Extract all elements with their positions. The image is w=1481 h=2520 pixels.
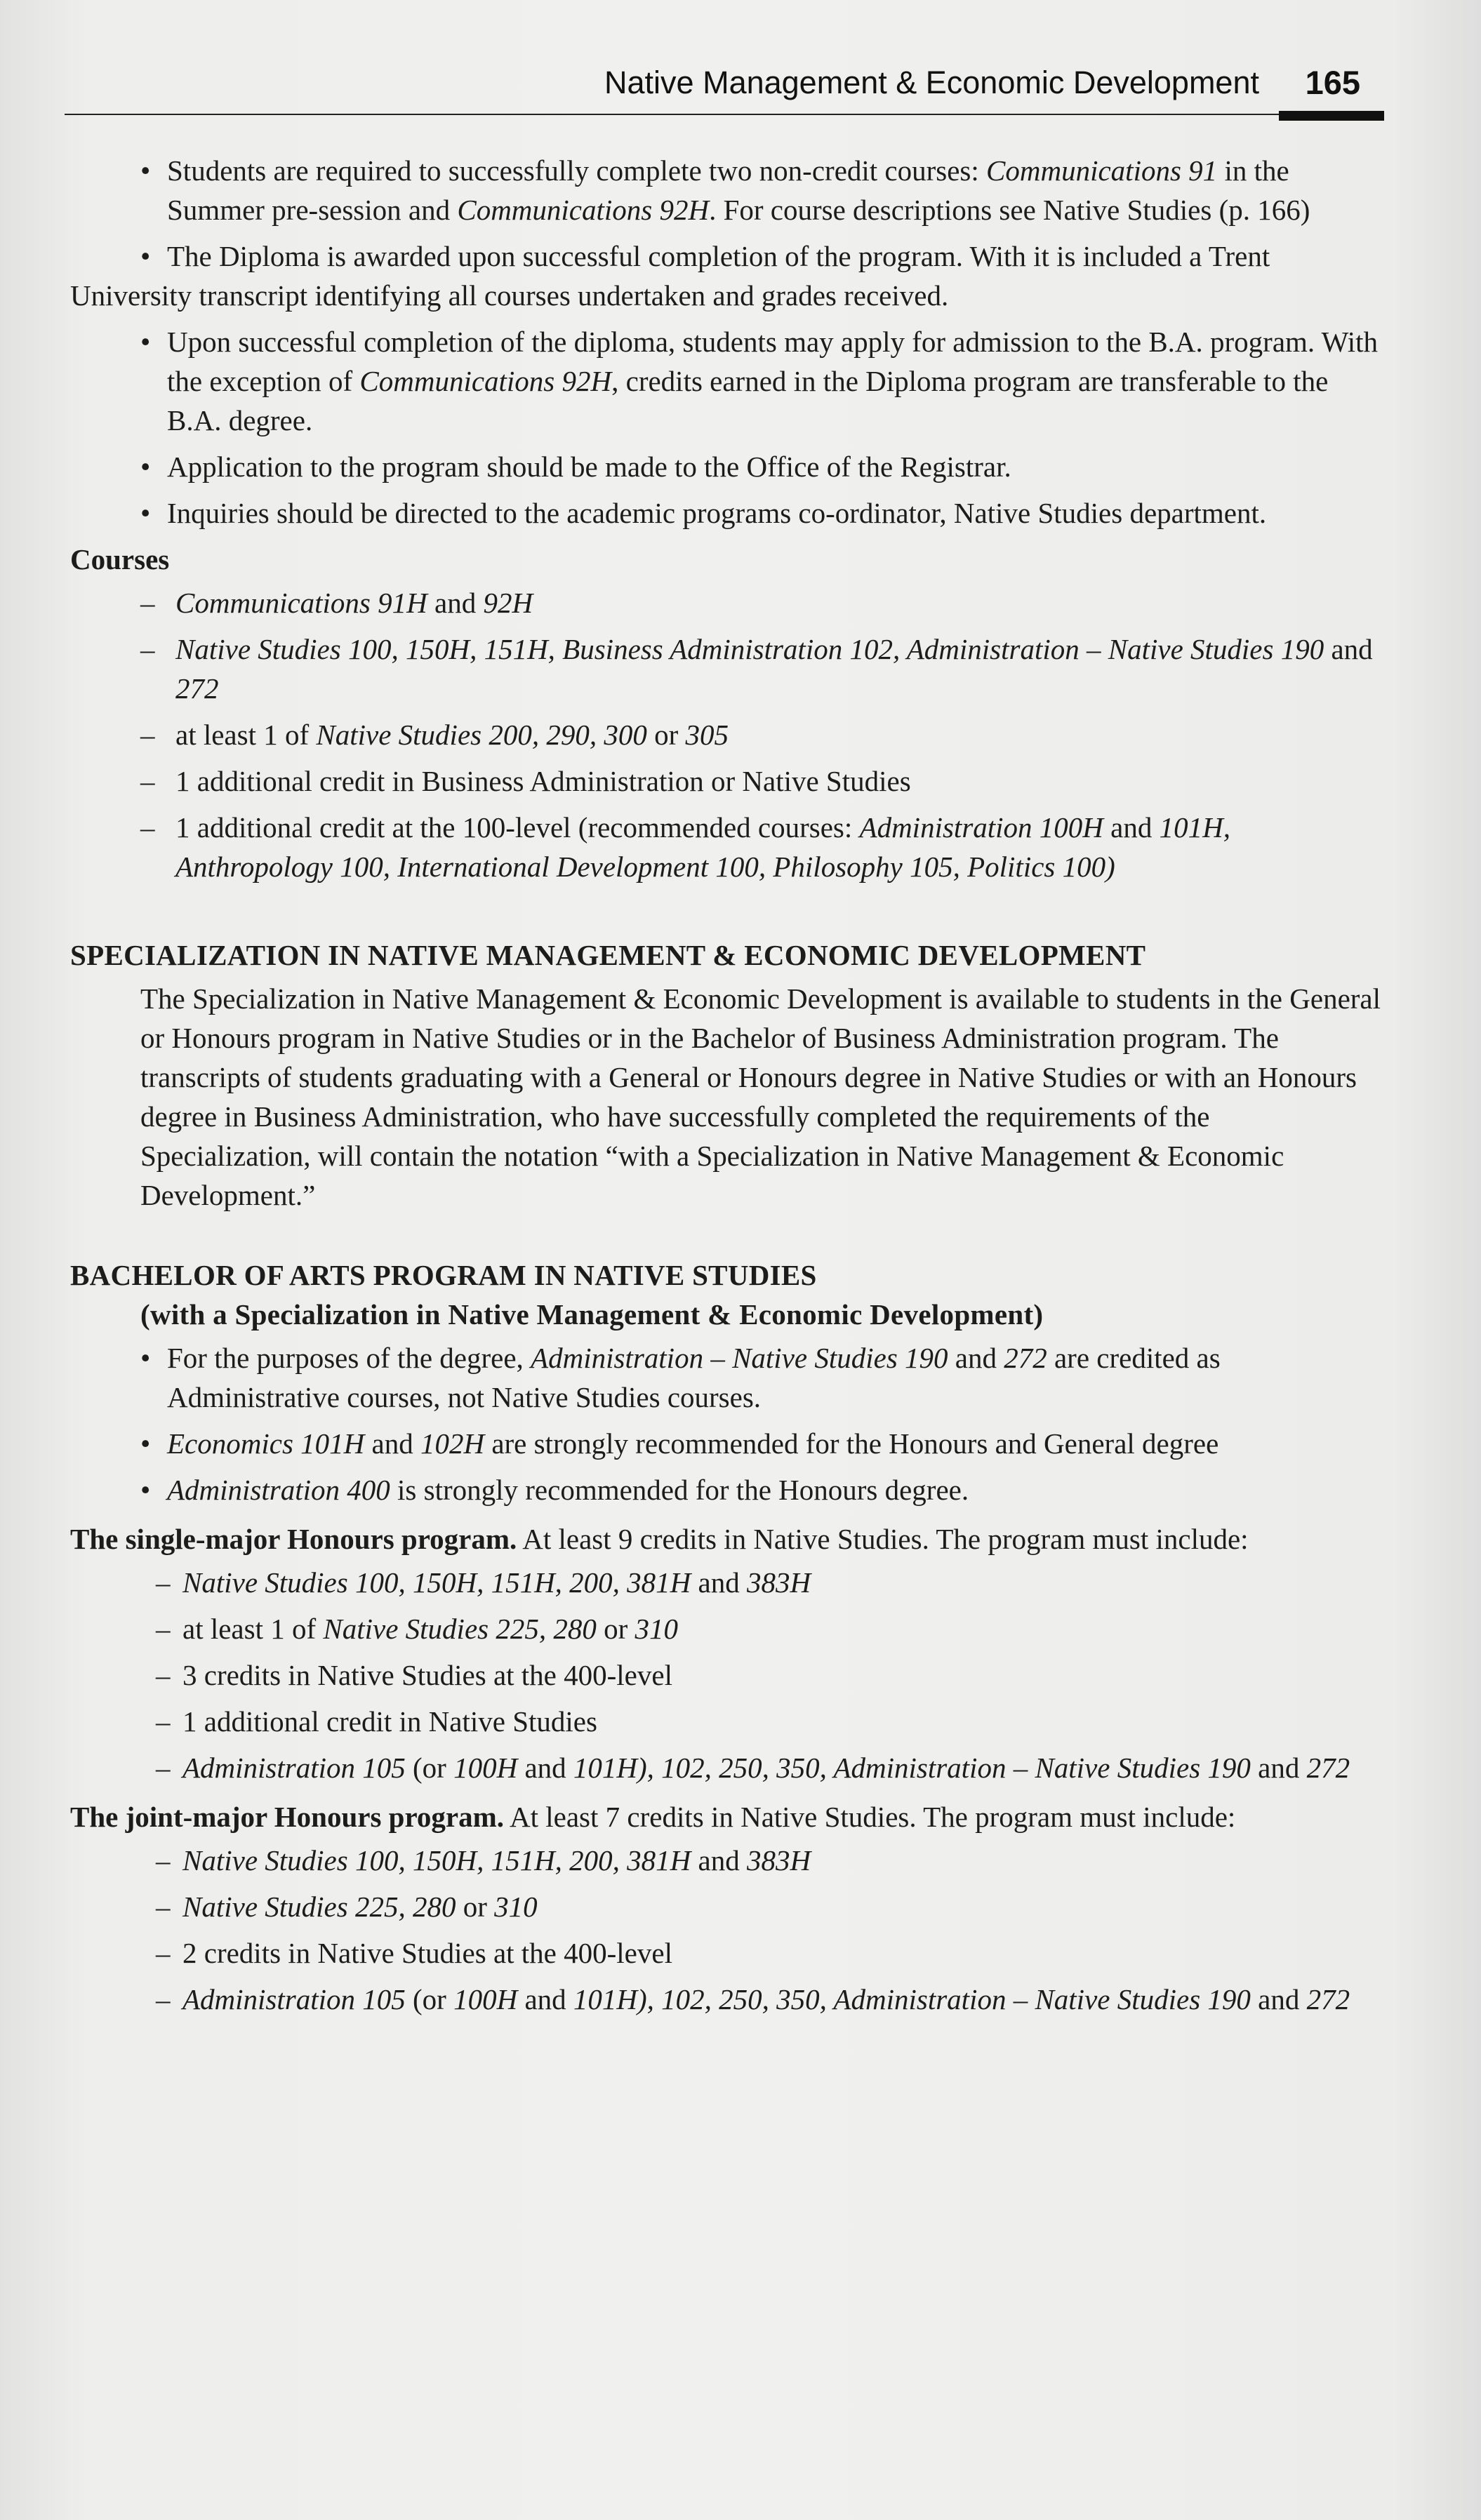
dash-icon: – — [156, 1891, 171, 1923]
bullet-icon: • — [140, 1474, 151, 1506]
page-content — [70, 151, 1383, 2026]
bullet-icon: • — [140, 451, 151, 483]
bullet-text: Upon successful completion of the diploma, students may apply for admission to the B.A. program. With the exception of Communications 92H, credits earned in the Diploma program are transferable to the B.A. degree. — [167, 326, 1379, 436]
single-major-title: The single-major Honours program. — [70, 1523, 517, 1555]
list-item: – Native Studies 100, 150H, 151H, Business Administration 102, Administration – Native Studies 190 and 272 — [70, 629, 1383, 708]
list-item: – Administration 105 (or 100H and 101H), 102, 250, 350, Administration – Native Studies 190 and 272 — [70, 1748, 1383, 1787]
list-item: – 2 credits in Native Studies at the 400-level — [70, 1933, 1383, 1973]
dash-icon: – — [140, 765, 155, 797]
bullet-item — [70, 151, 1383, 229]
list-item: – 1 additional credit at the 100-level (recommended courses: Administration 100H and 101H, Anthropology 100, International Development 100, Philosophy 105, Politics 100) — [70, 808, 1383, 886]
dash-icon: – — [156, 1844, 171, 1876]
running-header-title: Native Management & Economic Development — [604, 65, 1259, 100]
bullet-icon: • — [140, 154, 151, 187]
list-item: – at least 1 of Native Studies 225, 280 or 310 — [70, 1609, 1383, 1648]
dash-icon: – — [140, 811, 155, 844]
bullet-item — [70, 1338, 1383, 1417]
list-item: – Native Studies 100, 150H, 151H, 200, 381H and 383H — [70, 1841, 1383, 1880]
courses-label: Courses — [70, 543, 170, 575]
page-number: 165 — [1305, 64, 1360, 101]
bullet-item — [70, 236, 1383, 315]
dash-icon: – — [140, 719, 155, 751]
bullet-item — [70, 1470, 1383, 1509]
bullet-text: Administration 400 is strongly recommended for the Honours degree. — [167, 1474, 969, 1506]
header-rule-bar — [1279, 111, 1384, 121]
header-rule — [65, 114, 1384, 115]
dash-icon: – — [140, 633, 155, 665]
dash-icon: – — [156, 1752, 171, 1784]
list-item: – 1 additional credit in Native Studies — [70, 1702, 1383, 1741]
bullet-text: Economics 101H and 102H are strongly recommended for the Honours and General degree — [167, 1427, 1219, 1460]
list-item: – at least 1 of Native Studies 200, 290, 300 or 305 — [70, 715, 1383, 754]
specialization-body: The Specialization in Native Management & Economic Development is available to students in the General or Honours program in Native Studies or in the Bachelor of Business Administration program. The transcripts of students graduating with a General or Honours degree in Native Studies or with an Honours degree in Business Administration, who have successfully completed the requirements of the Specialization, will contain the notation “with a Specialization in Native Management & Economic Development.” — [140, 982, 1381, 1211]
bullet-item — [70, 322, 1383, 440]
bullet-item — [70, 1424, 1383, 1463]
bullet-text: Inquiries should be directed to the academic programs co-ordinator, Native Studies department. — [167, 497, 1267, 529]
list-item: – Communications 91H and 92H — [70, 583, 1383, 622]
courses-list — [70, 583, 1383, 886]
dash-icon: – — [140, 587, 155, 619]
list-item: – Administration 105 (or 100H and 101H), 102, 250, 350, Administration – Native Studies 190 and 272 — [70, 1980, 1383, 2019]
bullet-icon: • — [140, 1342, 151, 1374]
list-item: – Native Studies 100, 150H, 151H, 200, 381H and 383H — [70, 1563, 1383, 1602]
list-item: – Native Studies 225, 280 or 310 — [70, 1887, 1383, 1926]
bullet-icon: • — [140, 497, 151, 529]
single-major-intro: The single-major Honours program. At least 9 credits in Native Studies. The program must include: — [70, 1523, 1249, 1555]
dash-icon: – — [156, 1937, 171, 1969]
bachelor-subheading: (with a Specialization in Native Management & Economic Development) — [140, 1298, 1044, 1331]
bullet-text: The Diploma is awarded upon successful completion of the program. With it is included a Trent University transcript identifying all courses undertaken and grades received. — [70, 240, 1270, 312]
bullet-icon: • — [140, 326, 151, 358]
dash-icon: – — [156, 1613, 171, 1645]
bullet-text: Students are required to successfully complete two non-credit courses: Communications 91 in the Summer pre-session and Communications 92H. For course descriptions see Native Studies (p. 166) — [167, 154, 1310, 226]
bachelor-heading: BACHELOR OF ARTS PROGRAM IN NATIVE STUDIES — [70, 1259, 817, 1291]
bullet-icon: • — [140, 240, 151, 272]
dash-icon: – — [156, 1983, 171, 2015]
bullet-text: Application to the program should be made to the Office of the Registrar. — [167, 451, 1011, 483]
dash-icon: – — [156, 1659, 171, 1691]
joint-major-title: The joint-major Honours program. — [70, 1801, 505, 1833]
list-item: – 1 additional credit in Business Administration or Native Studies — [70, 761, 1383, 801]
running-header — [65, 65, 1384, 121]
dash-icon: – — [156, 1705, 171, 1738]
specialization-heading: SPECIALIZATION IN NATIVE MANAGEMENT & ECONOMIC DEVELOPMENT — [70, 939, 1146, 971]
joint-major-intro: The joint-major Honours program. At least 7 credits in Native Studies. The program must include: — [70, 1801, 1236, 1833]
bullet-item — [70, 447, 1383, 486]
bullet-text: For the purposes of the degree, Administration – Native Studies 190 and 272 are credited as Administrative courses, not Native Studies courses. — [167, 1342, 1221, 1413]
list-item: – 3 credits in Native Studies at the 400-level — [70, 1655, 1383, 1695]
single-major-list — [70, 1563, 1383, 1787]
bullet-item — [70, 493, 1383, 533]
bullet-icon: • — [140, 1427, 151, 1460]
dash-icon: – — [156, 1566, 171, 1599]
joint-major-list — [70, 1841, 1383, 2019]
